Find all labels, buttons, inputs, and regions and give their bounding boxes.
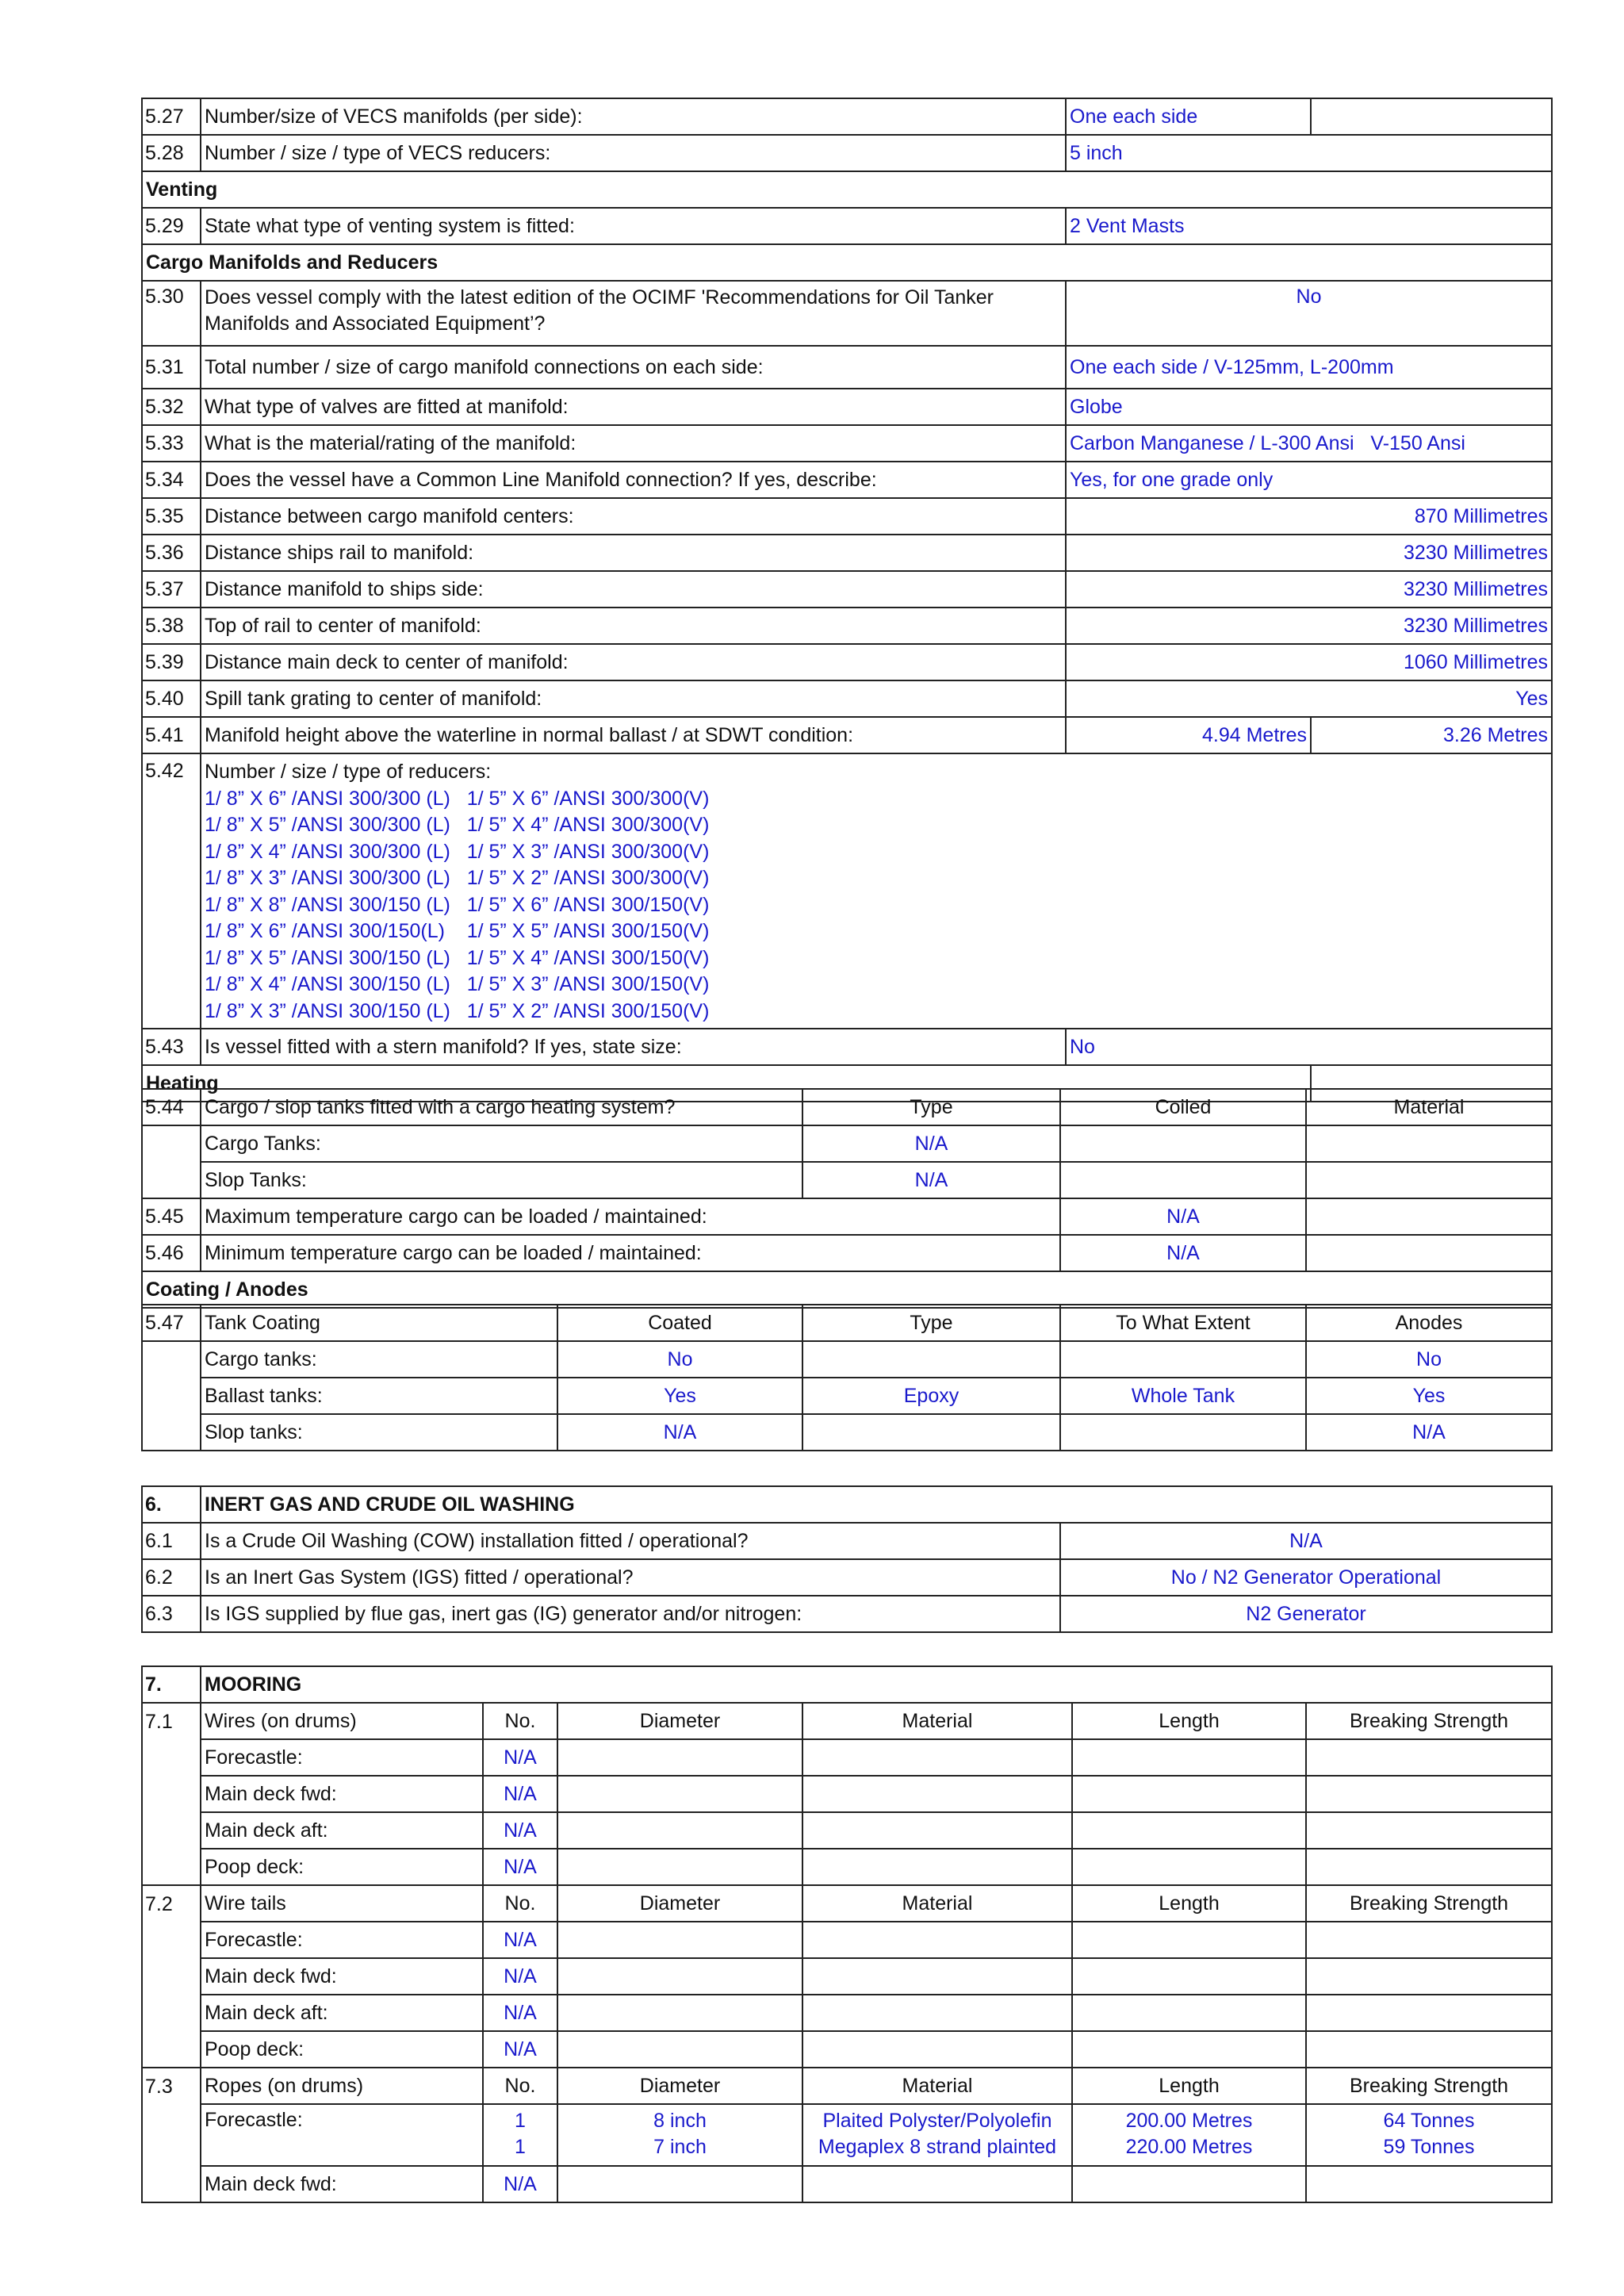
empty-cell — [802, 2031, 1072, 2068]
cargo-tank-type: N/A — [802, 1125, 1060, 1162]
diameter-value-1: 8 inch — [653, 2110, 707, 2132]
extent-value: Whole Tank — [1060, 1378, 1306, 1414]
item-number: 5.45 — [142, 1198, 201, 1235]
row-5-32 — [142, 389, 1552, 425]
col-header-diameter: Diameter — [557, 1885, 802, 1922]
col-header-length: Length — [1072, 1703, 1306, 1739]
no-value: N/A — [483, 1958, 557, 1995]
empty-cell — [1072, 1922, 1306, 1958]
col-header-strength: Breaking Strength — [1306, 2068, 1552, 2104]
question-label: What is the material/rating of the manifold: — [201, 425, 1066, 462]
item-number: 7.1 — [142, 1703, 201, 1739]
empty-cell — [142, 1414, 201, 1451]
empty-cell — [142, 1995, 201, 2031]
reducer-line: 1/ 8” X 5” /ANSI 300/300 (L) 1/ 5” X 4” /ANSI 300/300(V) — [205, 814, 710, 836]
question-label: Spill tank grating to center of manifold: — [201, 680, 1066, 717]
empty-cell — [142, 1739, 201, 1776]
row-5-36 — [142, 535, 1552, 571]
row-wires-forecastle — [142, 1739, 1552, 1776]
row-tails-forecastle — [142, 1922, 1552, 1958]
section-7-header — [142, 1666, 1552, 1703]
reducer-line: 1/ 8” X 6” /ANSI 300/150(L) 1/ 5” X 5” /ANSI 300/150(V) — [205, 920, 710, 942]
subheader-label: Heating — [142, 1065, 1311, 1102]
reducer-line: 1/ 8” X 5” /ANSI 300/150 (L) 1/ 5” X 4” /ANSI 300/150(V) — [205, 946, 710, 969]
empty-cell — [1311, 98, 1552, 135]
row-label: Forecastle: — [201, 1739, 483, 1776]
extent-value — [1060, 1341, 1306, 1378]
no-cell — [483, 2104, 557, 2166]
item-number: 5.47 — [142, 1305, 201, 1341]
empty-cell — [802, 1922, 1072, 1958]
row-6-1 — [142, 1523, 1552, 1559]
row-slop-tanks — [142, 1162, 1552, 1198]
answer-value: 3230 Millimetres — [1066, 535, 1552, 571]
empty-cell — [1306, 1198, 1552, 1235]
row-5-33 — [142, 425, 1552, 462]
answer-value: No — [1066, 1029, 1552, 1065]
row-label: Main deck fwd: — [201, 2166, 483, 2202]
item-number: 5.33 — [142, 425, 201, 462]
section-6-table — [141, 1485, 1553, 1633]
question-label: Is vessel fitted with a stern manifold? If yes, state size: — [201, 1029, 1066, 1065]
length-value-1: 200.00 Metres — [1125, 2110, 1253, 2132]
empty-cell — [1306, 1922, 1552, 1958]
answer-value: N/A — [1060, 1235, 1306, 1271]
type-value — [802, 1341, 1060, 1378]
row-wires-main-fwd — [142, 1776, 1552, 1812]
empty-cell — [1060, 1162, 1306, 1198]
question-label: Total number / size of cargo manifold connections on each side: — [201, 346, 1066, 389]
row-5-31 — [142, 346, 1552, 389]
empty-cell — [1072, 2166, 1306, 2202]
heating-coating-table — [141, 1088, 1553, 1309]
row-5-34 — [142, 462, 1552, 498]
reducers-cell — [201, 753, 1552, 1029]
empty-cell — [557, 1776, 802, 1812]
row-cargo-tanks-coating — [142, 1341, 1552, 1378]
col-header-length: Length — [1072, 1885, 1306, 1922]
answer-value: 5 inch — [1066, 135, 1552, 171]
ballast-height-value: 4.94 Metres — [1066, 717, 1311, 753]
row-5-35 — [142, 498, 1552, 535]
answer-value: Yes — [1066, 680, 1552, 717]
empty-cell — [1072, 1995, 1306, 2031]
answer-value: One each side — [1066, 98, 1311, 135]
col-header-no: No. — [483, 1885, 557, 1922]
item-number: 7.3 — [142, 2068, 201, 2104]
coated-value: Yes — [557, 1378, 802, 1414]
empty-cell — [557, 1812, 802, 1849]
empty-cell — [557, 2166, 802, 2202]
question-label: Does the vessel have a Common Line Manifold connection? If yes, describe: — [201, 462, 1066, 498]
anodes-value: No — [1306, 1341, 1552, 1378]
answer-value: 870 Millimetres — [1066, 498, 1552, 535]
strength-value-2: 59 Tonnes — [1383, 2136, 1475, 2158]
col-header-material: Material — [1306, 1089, 1552, 1125]
row-cargo-tanks — [142, 1125, 1552, 1162]
row-label: Cargo tanks: — [201, 1341, 557, 1378]
coating-table — [141, 1304, 1553, 1451]
empty-cell — [557, 1922, 802, 1958]
row-ropes-main-fwd — [142, 2166, 1552, 2202]
no-value-2: 1 — [515, 2136, 526, 2158]
empty-cell — [557, 1739, 802, 1776]
no-value: N/A — [483, 2166, 557, 2202]
empty-cell — [1306, 2166, 1552, 2202]
empty-cell — [1072, 1776, 1306, 1812]
row-7-1 — [142, 1703, 1552, 1739]
reducer-line: 1/ 8” X 4” /ANSI 300/300 (L) 1/ 5” X 3” /ANSI 300/300(V) — [205, 840, 710, 863]
row-label: Forecastle: — [201, 2104, 483, 2166]
item-number: 5.43 — [142, 1029, 201, 1065]
question-label: Cargo / slop tanks fitted with a cargo heating system? — [201, 1089, 802, 1125]
row-slop-tanks-coating — [142, 1414, 1552, 1451]
empty-cell — [142, 1958, 201, 1995]
empty-cell — [1306, 1235, 1552, 1271]
col-header-strength: Breaking Strength — [1306, 1703, 1552, 1739]
diameter-value-2: 7 inch — [653, 2136, 707, 2158]
question-label: Manifold height above the waterline in normal ballast / at SDWT condition: — [201, 717, 1066, 753]
col-header-coiled: Coiled — [1060, 1089, 1306, 1125]
section-7-table — [141, 1665, 1553, 2203]
empty-cell — [142, 1341, 201, 1378]
col-header-length: Length — [1072, 2068, 1306, 2104]
row-5-39 — [142, 644, 1552, 680]
diameter-cell — [557, 2104, 802, 2166]
answer-value: No — [1066, 281, 1552, 346]
empty-cell — [142, 2166, 201, 2202]
length-value-2: 220.00 Metres — [1125, 2136, 1253, 2158]
coated-value: N/A — [557, 1414, 802, 1451]
row-7-3 — [142, 2068, 1552, 2104]
section-6-header — [142, 1486, 1552, 1523]
item-number: 5.28 — [142, 135, 201, 171]
empty-cell — [142, 1776, 201, 1812]
question-label: Top of rail to center of manifold: — [201, 608, 1066, 644]
item-number: 5.32 — [142, 389, 201, 425]
material-value-1: Plaited Polyster/Polyolefin — [822, 2110, 1052, 2132]
empty-cell — [557, 1958, 802, 1995]
item-number: 5.31 — [142, 346, 201, 389]
empty-cell — [1060, 1125, 1306, 1162]
strength-cell — [1306, 2104, 1552, 2166]
material-value-2: Megaplex 8 strand plainted — [818, 2136, 1057, 2158]
answer-value: N2 Generator — [1060, 1596, 1552, 1632]
item-number: 6.2 — [142, 1559, 201, 1596]
item-number: 5.34 — [142, 462, 201, 498]
row-label: Ballast tanks: — [201, 1378, 557, 1414]
empty-cell — [1306, 1739, 1552, 1776]
col-header-no: No. — [483, 2068, 557, 2104]
answer-value: Globe — [1066, 389, 1552, 425]
section-number: 6. — [142, 1486, 201, 1523]
empty-cell — [1306, 2031, 1552, 2068]
item-number: 5.44 — [142, 1089, 201, 1125]
empty-cell — [1072, 2031, 1306, 2068]
subheader-coating — [142, 1271, 1552, 1308]
coated-value: No — [557, 1341, 802, 1378]
empty-cell — [1306, 1162, 1552, 1198]
answer-value: One each side / V-125mm, L-200mm — [1066, 346, 1552, 389]
empty-cell — [1306, 1812, 1552, 1849]
row-tails-main-fwd — [142, 1958, 1552, 1995]
answer-value: 3230 Millimetres — [1066, 571, 1552, 608]
section-title: MOORING — [201, 1666, 1552, 1703]
row-label: Main deck fwd: — [201, 1776, 483, 1812]
row-5-38 — [142, 608, 1552, 644]
row-label: Main deck aft: — [201, 1812, 483, 1849]
row-wires-poop — [142, 1849, 1552, 1885]
empty-cell — [802, 1995, 1072, 2031]
empty-cell — [1306, 1776, 1552, 1812]
empty-cell — [142, 1378, 201, 1414]
question-label: Is IGS supplied by flue gas, inert gas (IG) generator and/or nitrogen: — [201, 1596, 1060, 1632]
reducer-line: 1/ 8” X 8” /ANSI 300/150 (L) 1/ 5” X 6” /ANSI 300/150(V) — [205, 893, 710, 916]
row-label: Forecastle: — [201, 1922, 483, 1958]
no-value: N/A — [483, 2031, 557, 2068]
row-5-37 — [142, 571, 1552, 608]
subheader-label: Venting — [142, 171, 1552, 208]
reducers-label: Number / size / type of reducers: — [205, 761, 492, 783]
empty-cell — [1072, 1958, 1306, 1995]
item-number: 5.41 — [142, 717, 201, 753]
answer-value: 1060 Millimetres — [1066, 644, 1552, 680]
no-value: N/A — [483, 1849, 557, 1885]
col-header-diameter: Diameter — [557, 2068, 802, 2104]
group-label: Wires (on drums) — [201, 1703, 483, 1739]
type-value — [802, 1414, 1060, 1451]
question-label: State what type of venting system is fitted: — [201, 208, 1066, 244]
empty-cell — [802, 2166, 1072, 2202]
question-label: Distance main deck to center of manifold: — [201, 644, 1066, 680]
section-5-table — [141, 98, 1553, 1102]
empty-cell — [1072, 1812, 1306, 1849]
col-header-no: No. — [483, 1703, 557, 1739]
row-label: Poop deck: — [201, 2031, 483, 2068]
row-5-45 — [142, 1198, 1552, 1235]
item-number: 6.3 — [142, 1596, 201, 1632]
empty-cell — [142, 2104, 201, 2166]
empty-cell — [142, 1849, 201, 1885]
reducer-line: 1/ 8” X 4” /ANSI 300/150 (L) 1/ 5” X 3” /ANSI 300/150(V) — [205, 973, 710, 995]
empty-cell — [142, 1162, 201, 1198]
col-header-type: Type — [802, 1089, 1060, 1125]
empty-cell — [802, 1739, 1072, 1776]
item-number: 5.42 — [142, 753, 201, 1029]
question-label: Minimum temperature cargo can be loaded / maintained: — [201, 1235, 1060, 1271]
col-header-strength: Breaking Strength — [1306, 1885, 1552, 1922]
question-label: Is an Inert Gas System (IGS) fitted / operational? — [201, 1559, 1060, 1596]
item-number: 5.27 — [142, 98, 201, 135]
question-label: Number/size of VECS manifolds (per side): — [201, 98, 1066, 135]
reducer-line: 1/ 8” X 3” /ANSI 300/150 (L) 1/ 5” X 2” /ANSI 300/150(V) — [205, 999, 710, 1022]
subheader-label: Cargo Manifolds and Reducers — [142, 244, 1552, 281]
col-header-material: Material — [802, 2068, 1072, 2104]
row-ballast-tanks-coating — [142, 1378, 1552, 1414]
row-tails-poop — [142, 2031, 1552, 2068]
empty-cell — [142, 2031, 201, 2068]
item-number: 5.36 — [142, 535, 201, 571]
slop-tank-type: N/A — [802, 1162, 1060, 1198]
empty-cell — [1306, 1958, 1552, 1995]
row-5-40 — [142, 680, 1552, 717]
item-number: 5.35 — [142, 498, 201, 535]
col-header-material: Material — [802, 1885, 1072, 1922]
subheader-label: Coating / Anodes — [142, 1271, 1552, 1308]
row-tails-main-aft — [142, 1995, 1552, 2031]
question-label: Number / size / type of VECS reducers: — [201, 135, 1066, 171]
empty-cell — [142, 1922, 201, 1958]
answer-value: N/A — [1060, 1198, 1306, 1235]
row-label: Main deck aft: — [201, 1995, 483, 2031]
empty-cell — [1306, 1995, 1552, 2031]
item-number: 7.2 — [142, 1885, 201, 1922]
group-label: Ropes (on drums) — [201, 2068, 483, 2104]
answer-value: Yes, for one grade only — [1066, 462, 1552, 498]
empty-cell — [557, 2031, 802, 2068]
row-6-3 — [142, 1596, 1552, 1632]
no-value: N/A — [483, 1812, 557, 1849]
subheader-cargo-manifolds — [142, 244, 1552, 281]
question-label: Distance ships rail to manifold: — [201, 535, 1066, 571]
no-value: N/A — [483, 1922, 557, 1958]
row-5-44 — [142, 1089, 1552, 1125]
empty-cell — [557, 1995, 802, 2031]
length-cell — [1072, 2104, 1306, 2166]
extent-value — [1060, 1414, 1306, 1451]
empty-cell — [142, 1125, 201, 1162]
empty-cell — [1306, 1849, 1552, 1885]
row-wires-main-aft — [142, 1812, 1552, 1849]
col-header-type: Type — [802, 1305, 1060, 1341]
no-value: N/A — [483, 1995, 557, 2031]
col-header-anodes: Anodes — [1306, 1305, 1552, 1341]
col-header-diameter: Diameter — [557, 1703, 802, 1739]
reducer-line: 1/ 8” X 6” /ANSI 300/300 (L) 1/ 5” X 6” /ANSI 300/300(V) — [205, 787, 710, 810]
row-5-29 — [142, 208, 1552, 244]
row-5-47 — [142, 1305, 1552, 1341]
section-title: INERT GAS AND CRUDE OIL WASHING — [201, 1486, 1552, 1523]
strength-value-1: 64 Tonnes — [1383, 2110, 1475, 2132]
item-number: 5.39 — [142, 644, 201, 680]
row-label: Slop Tanks: — [201, 1162, 802, 1198]
row-5-46 — [142, 1235, 1552, 1271]
row-ropes-forecastle — [142, 2104, 1552, 2166]
empty-cell — [1306, 1125, 1552, 1162]
empty-cell — [557, 1849, 802, 1885]
type-value: Epoxy — [802, 1378, 1060, 1414]
row-label: Main deck fwd: — [201, 1958, 483, 1995]
reducer-list — [205, 786, 1548, 1029]
item-number: 5.37 — [142, 571, 201, 608]
item-number: 5.46 — [142, 1235, 201, 1271]
sdwt-height-value: 3.26 Metres — [1311, 717, 1552, 753]
col-header-extent: To What Extent — [1060, 1305, 1306, 1341]
empty-cell — [802, 1812, 1072, 1849]
question-label: Distance between cargo manifold centers: — [201, 498, 1066, 535]
row-label: Poop deck: — [201, 1849, 483, 1885]
anodes-value: N/A — [1306, 1414, 1552, 1451]
answer-value: 3230 Millimetres — [1066, 608, 1552, 644]
question-label: What type of valves are fitted at manifold: — [201, 389, 1066, 425]
group-label: Wire tails — [201, 1885, 483, 1922]
col-header-material: Material — [802, 1703, 1072, 1739]
empty-cell — [802, 1776, 1072, 1812]
reducer-line: 1/ 8” X 3” /ANSI 300/300 (L) 1/ 5” X 2” /ANSI 300/300(V) — [205, 867, 710, 889]
empty-cell — [802, 1958, 1072, 1995]
row-5-42 — [142, 753, 1552, 1029]
no-value: N/A — [483, 1776, 557, 1812]
col-header-coated: Coated — [557, 1305, 802, 1341]
subheader-venting — [142, 171, 1552, 208]
row-5-30 — [142, 281, 1552, 346]
row-label: Slop tanks: — [201, 1414, 557, 1451]
empty-cell — [802, 1849, 1072, 1885]
empty-cell — [142, 1812, 201, 1849]
answer-value: Carbon Manganese / L-300 Ansi V-150 Ansi — [1066, 425, 1552, 462]
row-7-2 — [142, 1885, 1552, 1922]
answer-value: N/A — [1060, 1523, 1552, 1559]
empty-cell — [1072, 1849, 1306, 1885]
item-number: 5.38 — [142, 608, 201, 644]
item-number: 5.40 — [142, 680, 201, 717]
row-5-43 — [142, 1029, 1552, 1065]
question-label: Is a Crude Oil Washing (COW) installation fitted / operational? — [201, 1523, 1060, 1559]
no-value-1: 1 — [515, 2110, 526, 2132]
anodes-value: Yes — [1306, 1378, 1552, 1414]
item-number: 6.1 — [142, 1523, 201, 1559]
row-6-2 — [142, 1559, 1552, 1596]
answer-value: No / N2 Generator Operational — [1060, 1559, 1552, 1596]
row-5-28 — [142, 135, 1552, 171]
answer-value: 2 Vent Masts — [1066, 208, 1552, 244]
question-label: Maximum temperature cargo can be loaded / maintained: — [201, 1198, 1060, 1235]
section-number: 7. — [142, 1666, 201, 1703]
material-cell — [802, 2104, 1072, 2166]
question-label: Tank Coating — [201, 1305, 557, 1341]
row-label: Cargo Tanks: — [201, 1125, 802, 1162]
item-number: 5.29 — [142, 208, 201, 244]
no-value: N/A — [483, 1739, 557, 1776]
row-5-27 — [142, 98, 1552, 135]
empty-cell — [1072, 1739, 1306, 1776]
question-label: Does vessel comply with the latest edition of the OCIMF 'Recommendations for Oil Tanker Manifolds and Associated Equipment’? — [201, 281, 1066, 346]
row-5-41 — [142, 717, 1552, 753]
question-label: Distance manifold to ships side: — [201, 571, 1066, 608]
item-number: 5.30 — [142, 281, 201, 346]
